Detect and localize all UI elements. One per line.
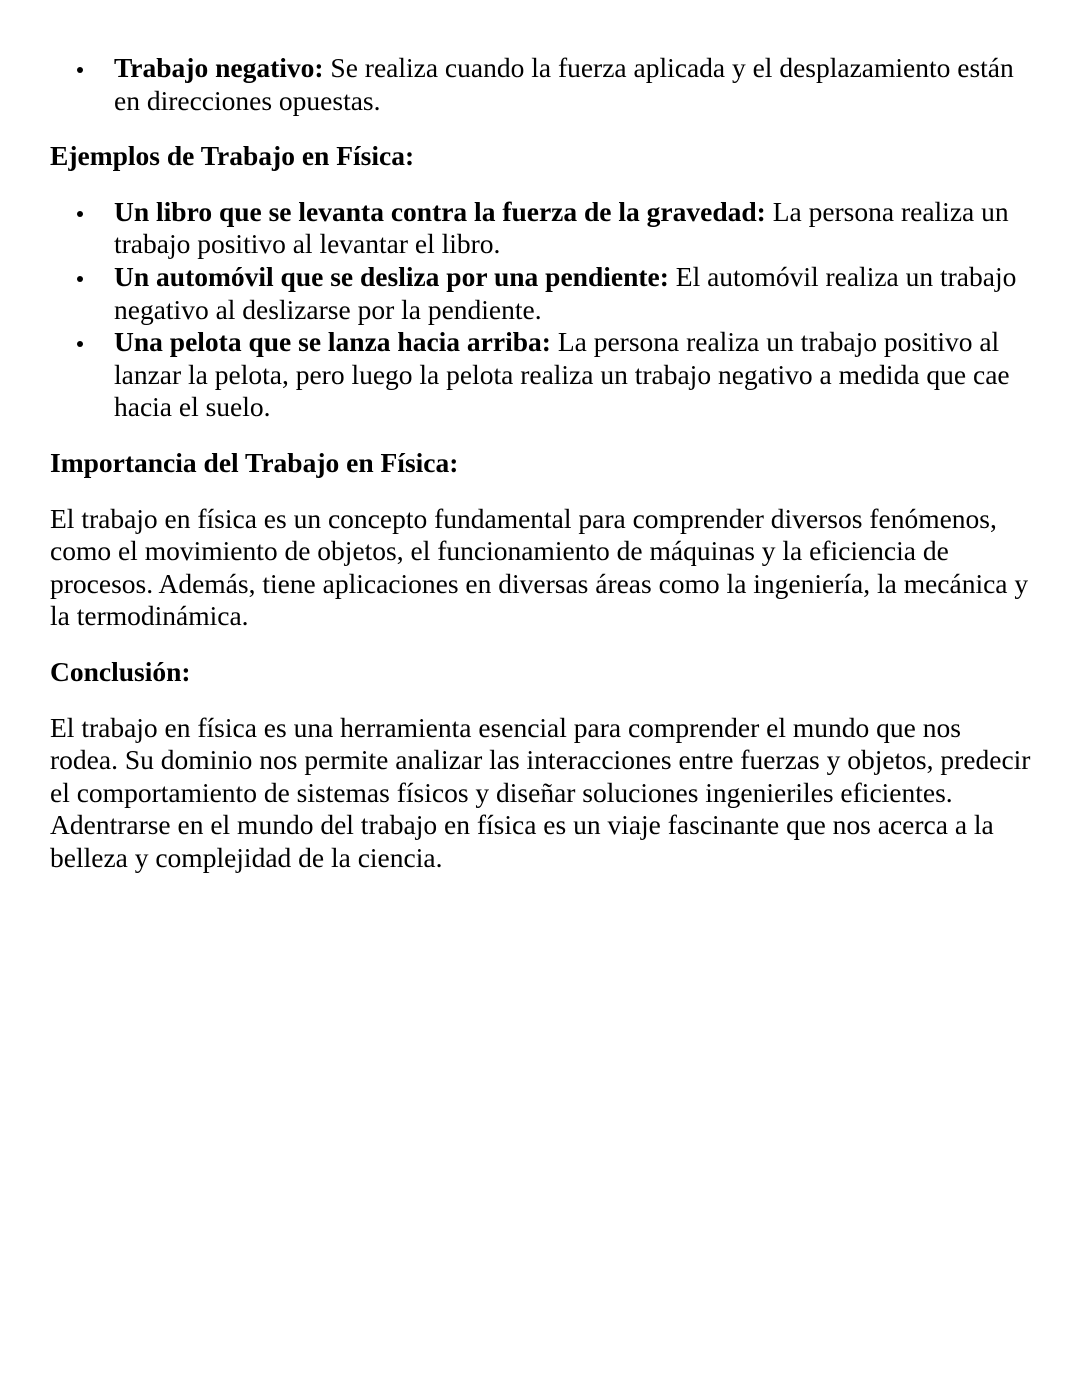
list-item xyxy=(50,52,1035,117)
list-item-text: Se realiza cuando la fuerza aplicada y el desplazamiento están en direcciones opuestas. xyxy=(114,52,1014,116)
document-page xyxy=(50,52,1035,874)
list-item-term: Una pelota que se lanza hacia arriba: xyxy=(114,326,551,358)
list-item xyxy=(50,261,1035,326)
list-item-text: La persona realiza un trabajo positivo al levantar el libro. xyxy=(114,195,1009,260)
section-heading-conclusion: Conclusión: xyxy=(50,655,191,687)
section-heading-ejemplos: Ejemplos de Trabajo en Física: xyxy=(50,140,415,172)
work-types-list xyxy=(50,52,1035,117)
list-item-text: El automóvil realiza un trabajo negativo al deslizarse por la pendiente. xyxy=(114,260,1017,325)
list-item-term: Un automóvil que se desliza por una pendiente: xyxy=(114,260,669,292)
list-item-term: Trabajo negativo: xyxy=(114,52,324,83)
list-item-text: La persona realiza un trabajo positivo al lanzar la pelota, pero luego la pelota realiza un trabajo negativo a medida que cae hacia el suelo. xyxy=(114,326,1010,423)
bullet-icon xyxy=(77,211,83,217)
list-item-term: Un libro que se levanta contra la fuerza de la gravedad: xyxy=(114,195,766,227)
bullet-icon xyxy=(77,276,83,282)
conclusion-paragraph: El trabajo en física es una herramienta esencial para comprender el mundo que nos rodea. Su dominio nos permite analizar las interacciones entre fuerzas y objetos, predecir el comportamiento de sistemas físicos y diseñar soluciones ingenieriles eficientes. Adentrarse en el mundo del trabajo en física es un viaje fascinante que nos acerca a la belleza y complejidad de la ciencia. xyxy=(50,711,1031,873)
importancia-paragraph: El trabajo en física es un concepto fundamental para comprender diversos fenómenos, como el movimiento de objetos, el funcionamiento de máquinas y la eficiencia de procesos. Además, tiene aplicaciones en diversas áreas como la ingeniería, la mecánica y la termodinámica. xyxy=(50,502,1029,632)
list-item xyxy=(50,196,1035,261)
bullet-icon xyxy=(77,67,83,73)
section-heading-importancia: Importancia del Trabajo en Física: xyxy=(50,446,459,478)
bullet-icon xyxy=(77,341,83,347)
examples-list xyxy=(50,196,1035,424)
list-item xyxy=(50,326,1035,424)
